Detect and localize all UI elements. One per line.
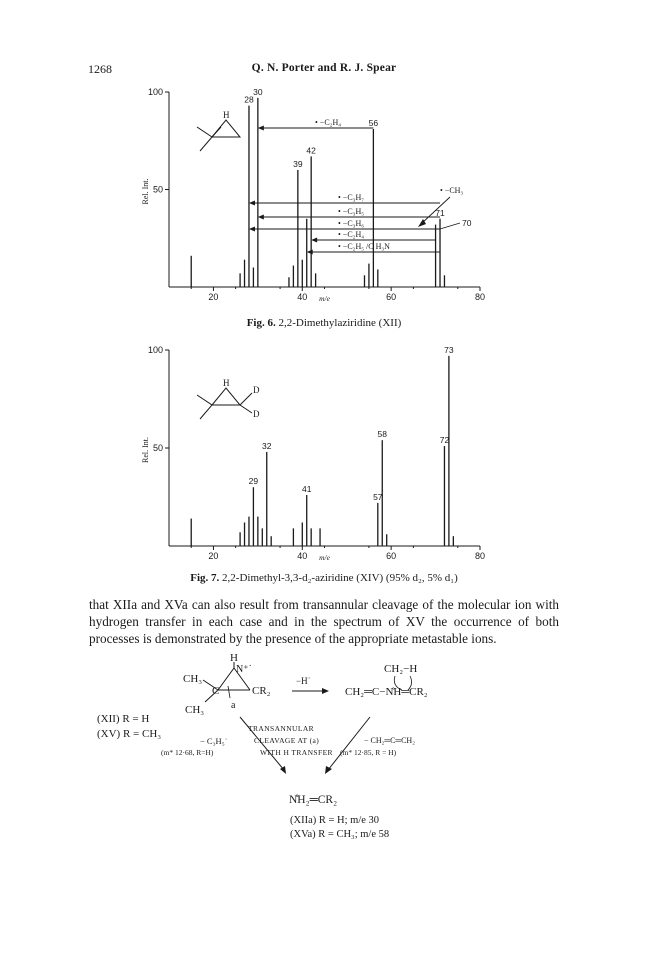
loss-label: • −C₃H₅ — [338, 207, 365, 216]
scheme-transannular-3: WITH H TRANSFER — [260, 748, 333, 757]
loss-label: • −C₂H₄ — [338, 230, 365, 239]
peak-label: 32 — [262, 440, 272, 451]
scheme-c: C — [212, 685, 220, 697]
scheme-cr2: CR₂ — [252, 685, 271, 697]
scheme-h: H — [230, 652, 238, 664]
y-axis-label: Rel. Int. — [141, 437, 150, 463]
y-tick-label: 50 — [152, 184, 163, 195]
peak-label: 71 — [435, 207, 445, 218]
scheme-meta-right: (m* 12·85, R = H) — [340, 748, 397, 757]
peak-label: 41 — [301, 484, 312, 495]
x-tick-label: 20 — [208, 551, 219, 561]
scheme-minus-allene: − CH₂═C═CH₂ — [364, 736, 415, 745]
scheme-def-xv: (XV) R = CH₃ — [97, 728, 162, 740]
peak-label: 58 — [377, 429, 387, 440]
peak-label: 30 — [253, 86, 263, 97]
x-tick-label: 40 — [297, 292, 308, 302]
scheme-ch3-a: CH₃ — [183, 673, 203, 685]
peak-label: 72 — [439, 435, 450, 446]
body-paragraph: that XIIa and XVa can also result from transannular cleavage of the molecular ion with hydrogen transfer in each case and in the spectrum of XV the occurrence of both processes is demonstrated by the presence of the appropriate metastable ions. — [89, 597, 559, 646]
peak-label: 73 — [444, 344, 454, 355]
figure-7-caption-label: Fig. 7. — [190, 572, 220, 584]
loss-label: • −CH₃ — [440, 186, 464, 195]
y-axis-label: Rel. Int. — [141, 178, 150, 205]
y-tick-label: 100 — [147, 87, 163, 97]
loss-label: • −C₂H₅ /C H₃N — [338, 242, 390, 251]
scheme-bond-a: a — [231, 700, 236, 711]
x-tick-label: 80 — [474, 551, 486, 561]
peak-label: 42 — [306, 145, 316, 156]
scheme-product-ion: N̊H₂═CR₂ — [289, 794, 338, 806]
peak-label: 56 — [368, 118, 379, 129]
structure-atom-label: H — [223, 110, 230, 120]
x-axis-label: m/e — [319, 294, 330, 303]
peak-label: 70 — [462, 218, 472, 228]
x-tick-label: 60 — [386, 551, 397, 561]
peak-label: 28 — [244, 94, 254, 105]
running-head: Q. N. Porter and R. J. Spear — [251, 62, 397, 74]
scheme-product-top: CH₂−H — [384, 663, 418, 675]
loss-label: • −C₃H₇ — [338, 193, 365, 202]
scheme-transannular-1: TRANSANNULAR — [248, 724, 315, 733]
scheme-ch3-b: CH₃ — [185, 704, 205, 716]
x-tick-label: 20 — [208, 292, 219, 302]
x-tick-label: 80 — [474, 292, 486, 302]
y-tick-label: 50 — [152, 443, 163, 453]
scheme-xva: (XVa) R = CH₃; m/e 58 — [290, 829, 390, 840]
page-number: 1268 — [88, 62, 112, 76]
loss-label: • −C₃H₆ — [338, 219, 365, 228]
figure-7-caption-text: 2,2-Dimethyl-3,3-d₂-aziridine (XIV) (95% d₂, 5% d₁) — [222, 572, 458, 584]
scheme-def-xii: (XII) R = H — [97, 713, 150, 725]
scheme-transannular-2: CLEAVAGE AT (a) — [254, 736, 320, 745]
structure-atom-label: D — [253, 409, 260, 419]
x-tick-label: 40 — [297, 551, 308, 561]
y-tick-label: 100 — [147, 345, 163, 355]
peak-label: 29 — [248, 476, 259, 487]
scheme-xiia: (XIIa) R = H; m/e 30 — [290, 815, 380, 826]
loss-label: • −C₂H₄ — [315, 118, 342, 127]
scheme-meta-left: (m* 12·68, R=H) — [161, 748, 214, 757]
structure-atom-label: H — [223, 378, 230, 388]
scheme-n: N⁺˙ — [236, 664, 252, 675]
structure-atom-label: D — [253, 385, 260, 395]
peak-label: 39 — [293, 159, 303, 169]
figure-6-caption-text: 2,2-Dimethylaziridine (XII) — [278, 317, 402, 329]
figure-6-caption-label: Fig. 6. — [246, 317, 276, 329]
x-axis-label: m/e — [319, 553, 330, 562]
scheme-product-main: CH₂═C−N̊H═CR₂ — [345, 686, 428, 698]
x-tick-label: 60 — [386, 292, 397, 302]
scheme-minus-h: −H˙ — [296, 676, 311, 686]
scheme-minus-c3h5: − C₃H₅˙ — [200, 736, 228, 746]
peak-label: 57 — [373, 491, 383, 502]
